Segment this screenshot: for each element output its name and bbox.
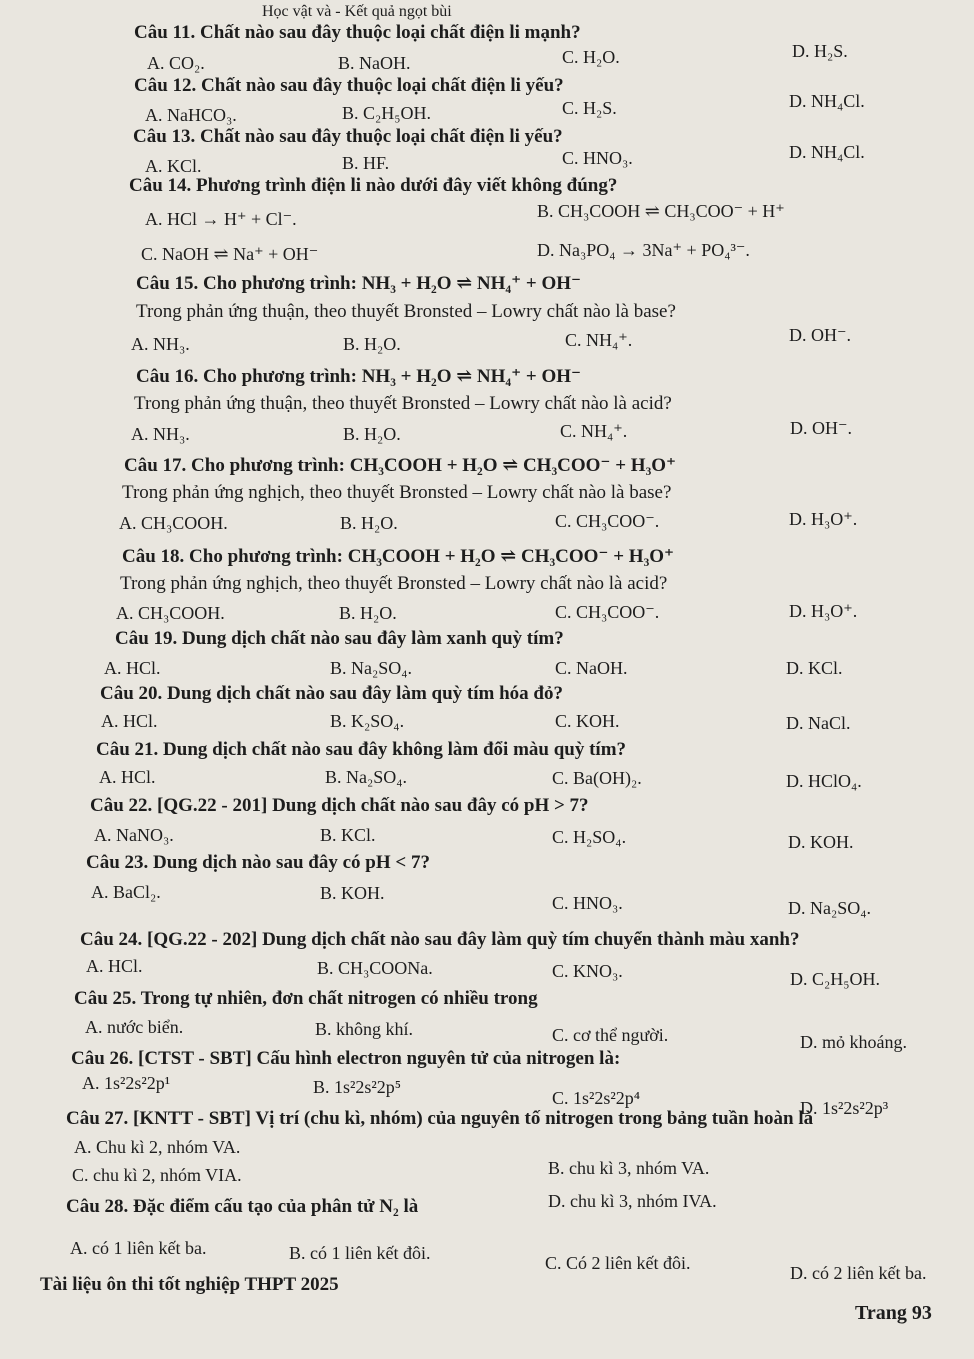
q18-option-c: C. CH₃COO⁻. xyxy=(555,602,660,622)
q19-option-b: B. Na₂SO₄. xyxy=(330,658,413,678)
q25-option-b: B. không khí. xyxy=(315,1019,414,1039)
question-16-prompt: Trong phản ứng thuận, theo thuyết Bronsted – Lowry chất nào là acid? xyxy=(134,393,672,414)
q18-option-a: A. CH₃COOH. xyxy=(116,603,225,623)
q17-option-c: C. CH₃COO⁻. xyxy=(555,511,660,531)
q27-option-b: B. chu kì 3, nhóm VA. xyxy=(548,1158,710,1178)
q16-option-d: D. OH⁻. xyxy=(790,418,852,438)
q15-option-b: B. H₂O. xyxy=(343,334,401,354)
q25-option-a: A. nước biển. xyxy=(85,1017,184,1037)
question-25: Câu 25. Trong tự nhiên, đơn chất nitrogen có nhiều trong xyxy=(74,988,538,1009)
q14-option-b: B. CH₃COOH ⇌ CH₃COO⁻ + H⁺ xyxy=(537,201,785,221)
q13-option-a: A. KCl. xyxy=(145,156,202,176)
q23-option-a: A. BaCl₂. xyxy=(91,882,161,902)
q13-option-b: B. HF. xyxy=(342,153,390,173)
q18-option-d: D. H₃O⁺. xyxy=(789,601,858,621)
q13-option-c: C. HNO₃. xyxy=(562,148,633,168)
q14-option-c: C. NaOH ⇌ Na⁺ + OH⁻ xyxy=(141,244,319,264)
question-17-prompt: Trong phản ứng nghịch, theo thuyết Bronsted – Lowry chất nào là base? xyxy=(122,482,672,503)
q19-option-a: A. HCl. xyxy=(104,658,161,678)
q24-option-c: C. KNO₃. xyxy=(552,961,623,981)
footer-title: Tài liệu ôn thi tốt nghiệp THPT 2025 xyxy=(40,1274,339,1295)
q16-option-a: A. NH₃. xyxy=(131,424,190,444)
q20-option-d: D. NaCl. xyxy=(786,713,851,733)
q22-option-d: D. KOH. xyxy=(788,832,854,852)
q18-option-b: B. H₂O. xyxy=(339,603,397,623)
q26-option-a: A. 1s²2s²2p¹ xyxy=(82,1073,171,1093)
q21-option-c: C. Ba(OH)₂. xyxy=(552,768,642,788)
question-15: Câu 15. Cho phương trình: NH₃ + H₂O ⇌ NH₄⁺ + OH⁻ xyxy=(136,273,582,294)
q21-option-b: B. Na₂SO₄. xyxy=(325,767,408,787)
q11-option-a: A. CO₂. xyxy=(147,53,205,73)
q16-option-c: C. NH₄⁺. xyxy=(560,421,628,441)
q19-option-d: D. KCl. xyxy=(786,658,843,678)
question-14: Câu 14. Phương trình điện li nào dưới đây viết không đúng? xyxy=(129,175,618,196)
question-19: Câu 19. Dung dịch chất nào sau đây làm xanh quỳ tím? xyxy=(115,628,564,649)
q22-option-b: B. KCl. xyxy=(320,825,376,845)
question-20: Câu 20. Dung dịch chất nào sau đây làm quỳ tím hóa đỏ? xyxy=(100,683,563,704)
q12-option-b: B. C₂H₅OH. xyxy=(342,103,432,123)
page-header: Học vật và - Kết quả ngọt bùi xyxy=(262,3,452,20)
q25-option-c: C. cơ thể người. xyxy=(552,1025,669,1045)
q28-option-c: C. Có 2 liên kết đôi. xyxy=(545,1253,691,1273)
question-27: Câu 27. [KNTT - SBT] Vị trí (chu kì, nhóm) của nguyên tố nitrogen trong bảng tuần hoàn là xyxy=(66,1108,814,1129)
q12-option-a: A. NaHCO₃. xyxy=(145,105,237,125)
q26-option-b: B. 1s²2s²2p⁵ xyxy=(313,1077,402,1097)
q27-option-d: D. chu kì 3, nhóm IVA. xyxy=(548,1191,717,1211)
q13-option-d: D. NH₄Cl. xyxy=(789,142,865,162)
q28-option-d: D. có 2 liên kết ba. xyxy=(790,1263,927,1283)
q23-option-c: C. HNO₃. xyxy=(552,893,623,913)
q14-option-d: D. Na₃PO₄ → 3Na⁺ + PO₄³⁻. xyxy=(537,240,750,260)
q11-option-d: D. H₂S. xyxy=(792,41,848,61)
question-15-prompt: Trong phản ứng thuận, theo thuyết Bronsted – Lowry chất nào là base? xyxy=(136,301,676,322)
q22-option-c: C. H₂SO₄. xyxy=(552,827,627,847)
q12-option-c: C. H₂S. xyxy=(562,98,617,118)
q21-option-d: D. HClO₄. xyxy=(786,771,862,791)
question-22: Câu 22. [QG.22 - 201] Dung dịch chất nào sau đây có pH > 7? xyxy=(90,795,589,816)
q26-option-c: C. 1s²2s²2p⁴ xyxy=(552,1088,641,1108)
q20-option-a: A. HCl. xyxy=(101,711,158,731)
q24-option-d: D. C₂H₅OH. xyxy=(790,969,881,989)
q11-option-b: B. NaOH. xyxy=(338,53,411,73)
page-number: Trang 93 xyxy=(855,1302,932,1324)
question-28: Câu 28. Đặc điểm cấu tạo của phân tử N₂ là xyxy=(66,1196,419,1217)
q21-option-a: A. HCl. xyxy=(99,767,156,787)
q28-option-a: A. có 1 liên kết ba. xyxy=(70,1238,207,1258)
q17-option-a: A. CH₃COOH. xyxy=(119,513,228,533)
q20-option-c: C. KOH. xyxy=(555,711,620,731)
q12-option-d: D. NH₄Cl. xyxy=(789,91,865,111)
q27-option-a: A. Chu kì 2, nhóm VA. xyxy=(74,1137,241,1157)
question-26: Câu 26. [CTST - SBT] Cấu hình electron nguyên tử của nitrogen là: xyxy=(71,1048,621,1069)
question-12: Câu 12. Chất nào sau đây thuộc loại chất điện li yếu? xyxy=(134,75,564,96)
q19-option-c: C. NaOH. xyxy=(555,658,628,678)
q28-option-b: B. có 1 liên kết đôi. xyxy=(289,1243,431,1263)
q15-option-c: C. NH₄⁺. xyxy=(565,330,633,350)
question-18: Câu 18. Cho phương trình: CH₃COOH + H₂O ⇌ CH₃COO⁻ + H₃O⁺ xyxy=(122,546,675,567)
q14-option-a: A. HCl → H⁺ + Cl⁻. xyxy=(145,209,297,229)
q20-option-b: B. K₂SO₄. xyxy=(330,711,405,731)
question-23: Câu 23. Dung dịch nào sau đây có pH < 7? xyxy=(86,852,430,873)
question-21: Câu 21. Dung dịch chất nào sau đây không làm đổi màu quỳ tím? xyxy=(96,739,627,760)
question-24: Câu 24. [QG.22 - 202] Dung dịch chất nào sau đây làm quỳ tím chuyển thành màu xanh? xyxy=(80,929,800,950)
q11-option-c: C. H₂O. xyxy=(562,47,620,67)
q23-option-b: B. KOH. xyxy=(320,883,385,903)
q25-option-d: D. mỏ khoáng. xyxy=(800,1032,907,1052)
q22-option-a: A. NaNO₃. xyxy=(94,825,174,845)
question-11: Câu 11. Chất nào sau đây thuộc loại chất điện li mạnh? xyxy=(134,22,581,43)
q24-option-b: B. CH₃COONa. xyxy=(317,958,433,978)
question-18-prompt: Trong phản ứng nghịch, theo thuyết Bronsted – Lowry chất nào là acid? xyxy=(120,573,668,594)
question-13: Câu 13. Chất nào sau đây thuộc loại chất điện li yếu? xyxy=(133,126,563,147)
q27-option-c: C. chu kì 2, nhóm VIA. xyxy=(72,1165,242,1185)
q17-option-d: D. H₃O⁺. xyxy=(789,509,858,529)
q23-option-d: D. Na₂SO₄. xyxy=(788,898,872,918)
q15-option-d: D. OH⁻. xyxy=(789,325,851,345)
q17-option-b: B. H₂O. xyxy=(340,513,398,533)
q15-option-a: A. NH₃. xyxy=(131,334,190,354)
question-17: Câu 17. Cho phương trình: CH₃COOH + H₂O ⇌ CH₃COO⁻ + H₃O⁺ xyxy=(124,455,677,476)
q26-option-d: D. 1s²2s²2p³ xyxy=(800,1098,889,1118)
question-16: Câu 16. Cho phương trình: NH₃ + H₂O ⇌ NH₄⁺ + OH⁻ xyxy=(136,366,582,387)
q16-option-b: B. H₂O. xyxy=(343,424,401,444)
q24-option-a: A. HCl. xyxy=(86,956,143,976)
